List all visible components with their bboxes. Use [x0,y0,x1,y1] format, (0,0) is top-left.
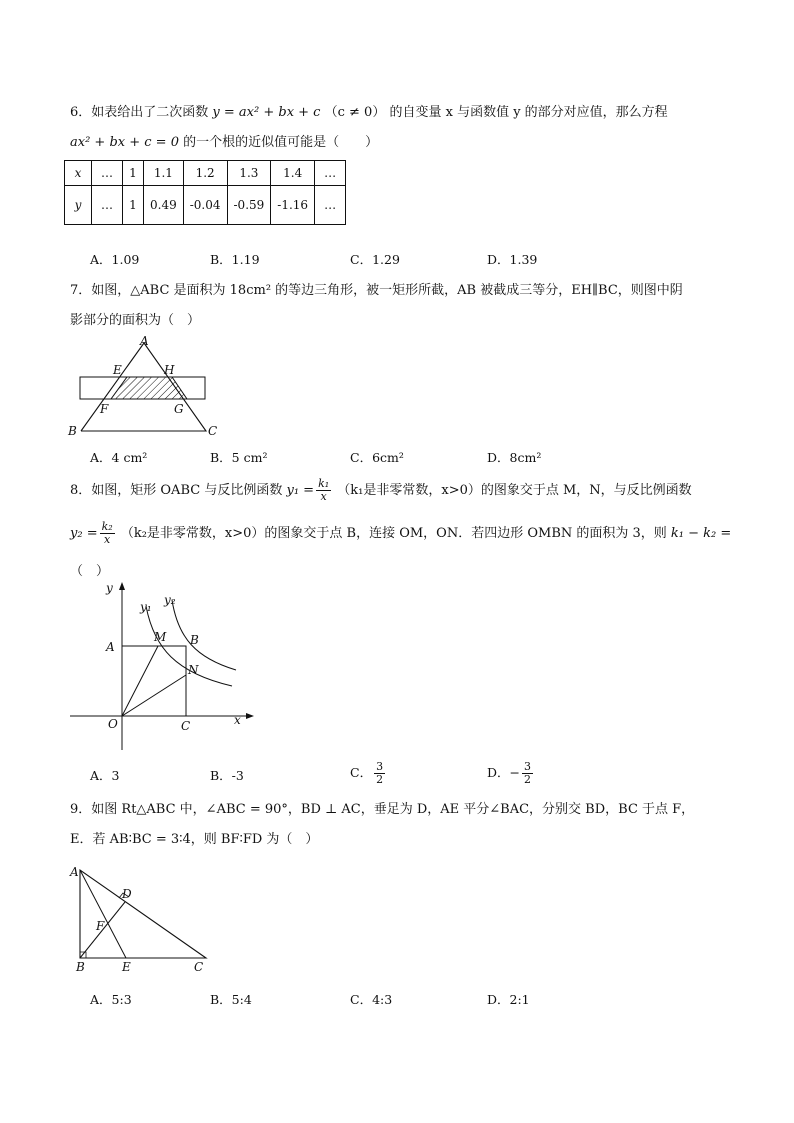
q8-option-c-num: 3 [376,760,384,773]
table-cell: y [65,186,92,225]
q8-line1 [70,476,692,506]
q8-label-b: B [190,633,199,647]
q8-option-c[interactable] [350,758,387,788]
q8-option-c-fraction [374,761,385,786]
q9-figure [66,858,216,978]
q8-option-b[interactable]: B．-3 [210,768,244,783]
table-row [65,161,346,186]
table-cell: … [315,161,346,186]
q9-label-d: D [122,887,132,901]
q9-option-a[interactable]: A．5:3 [90,992,132,1007]
q8-k2: k₂ [101,520,113,533]
table-cell: 1.1 [144,161,184,186]
table-cell: 1 [123,161,144,186]
table-cell: -1.16 [271,186,315,225]
q6-option-d[interactable]: D．1.39 [487,252,538,267]
q8-label-o: O [108,717,118,731]
table-cell: 1.3 [227,161,271,186]
q8-x-den-2: x [104,533,111,546]
q9-option-c[interactable]: C．4:3 [350,992,393,1007]
q8-text-a: 8．如图，矩形 OABC 与反比例函数 [70,483,283,498]
q8-x-arrow [246,713,254,719]
q9-line2: E．若 AB∶BC = 3∶4，则 BF∶FD 为（ ） [70,832,319,847]
table-cell: 1.2 [183,161,227,186]
q9-label-a: A [70,865,79,879]
table-cell: … [92,161,123,186]
q8-y2: y₂ = [70,526,98,541]
q9-option-b[interactable]: B．5:4 [210,992,252,1007]
q8-option-d-num: 3 [524,760,531,773]
q8-label-y2: y₂ [164,593,176,607]
q8-label-x: x [234,713,241,727]
q7-label-b: B [68,424,77,438]
table-cell: -0.59 [227,186,271,225]
q9-label-f: F [96,919,105,933]
q9-segment-ae [80,870,126,958]
q8-text-c: （k₂是非零常数，x>0）的图象交于点 B，连接 OM，ON．若四边形 OMBN 的面积为 3，则 [120,526,667,541]
table-row [65,186,346,225]
q9-label-c: C [194,960,204,974]
q8-option-a[interactable]: A．3 [90,768,120,783]
q8-option-d-label: D．− [487,765,520,780]
q7-option-a[interactable]: A．4 cm² [90,450,148,465]
q6-text-c: 的一个根的近似值可能是（ ） [183,135,379,150]
q9-triangle [80,870,206,958]
table-cell: 1 [123,186,144,225]
q9-label-b: B [76,960,85,974]
table-cell: … [315,186,346,225]
q8-figure [66,578,256,753]
q6-condition: （c ≠ 0） [324,105,386,120]
table-cell: 1.4 [271,161,315,186]
q7-label-h: H [164,363,175,377]
q6-line1 [70,104,668,122]
q8-label-n: N [188,663,199,677]
table-cell: -0.04 [183,186,227,225]
q8-y1: y₁ = [286,483,315,498]
q6-equation: ax² + bx + c = 0 [70,135,179,150]
table-cell: x [65,161,92,186]
table-cell: … [92,186,123,225]
q6-text-b: 的自变量 x 与函数值 y 的部分对应值，那么方程 [389,105,668,120]
q8-label-m: M [154,630,167,644]
q6-line2 [70,134,378,152]
q8-curve-y2 [172,600,236,670]
q7-option-d[interactable]: D．8cm² [487,450,542,465]
q8-line3: （ ） [70,564,110,579]
q7-label-a: A [140,335,149,348]
q8-option-c-label: C． [350,765,373,780]
q8-option-d[interactable] [487,758,535,788]
q7-label-e: E [113,363,122,377]
q8-fraction-k1 [316,478,331,503]
q8-label-a: A [106,640,115,654]
q6-option-a[interactable]: A．1.09 [90,252,140,267]
q8-fraction-k2 [100,521,115,546]
q7-line1: 7．如图，△ABC 是面积为 18cm² 的等边三角形，被一矩形所截，AB 被截成三等分，EH∥BC，则图中阴 [70,283,683,298]
q6-formula: y = ax² + bx + c [212,105,321,120]
q8-segment-om [122,646,158,716]
q8-x-den: x [320,490,327,503]
q9-option-d[interactable]: D．2:1 [487,992,530,1007]
q8-label-c: C [181,719,191,733]
q7-figure [66,335,226,440]
q7-line2: 影部分的面积为（ ） [70,313,201,328]
q6-text-a: 6．如表给出了二次函数 [70,105,209,120]
q8-k1: k₁ [318,477,330,490]
q7-label-c: C [208,424,218,438]
q8-option-d-den: 2 [524,773,531,786]
q8-line2 [70,519,731,549]
q8-segment-on [122,675,186,716]
q8-option-c-den: 2 [376,773,384,786]
q7-label-g: G [174,402,184,416]
q7-option-c[interactable]: C．6cm² [350,450,404,465]
q6-option-b[interactable]: B．1.19 [210,252,260,267]
q8-y-arrow [119,582,125,590]
q7-option-b[interactable]: B．5 cm² [210,450,268,465]
q6-value-table [64,160,346,225]
q6-option-c[interactable]: C．1.29 [350,252,400,267]
q8-expression: k₁ − k₂ = [670,526,732,541]
q8-label-y1: y₁ [140,600,152,614]
q7-label-f: F [100,402,109,416]
table-cell: 0.49 [144,186,184,225]
q9-line1: 9．如图 Rt△ABC 中，∠ABC = 90°，BD ⊥ AC，垂足为 D，AE 平分∠BAC，分别交 BD，BC 于点 F， [70,802,695,817]
q8-text-b: （k₁是非零常数，x>0）的图象交于点 M，N，与反比例函数 [337,483,692,498]
q9-label-e: E [122,960,131,974]
q8-label-y: y [106,581,113,595]
q8-option-d-fraction [522,761,533,786]
